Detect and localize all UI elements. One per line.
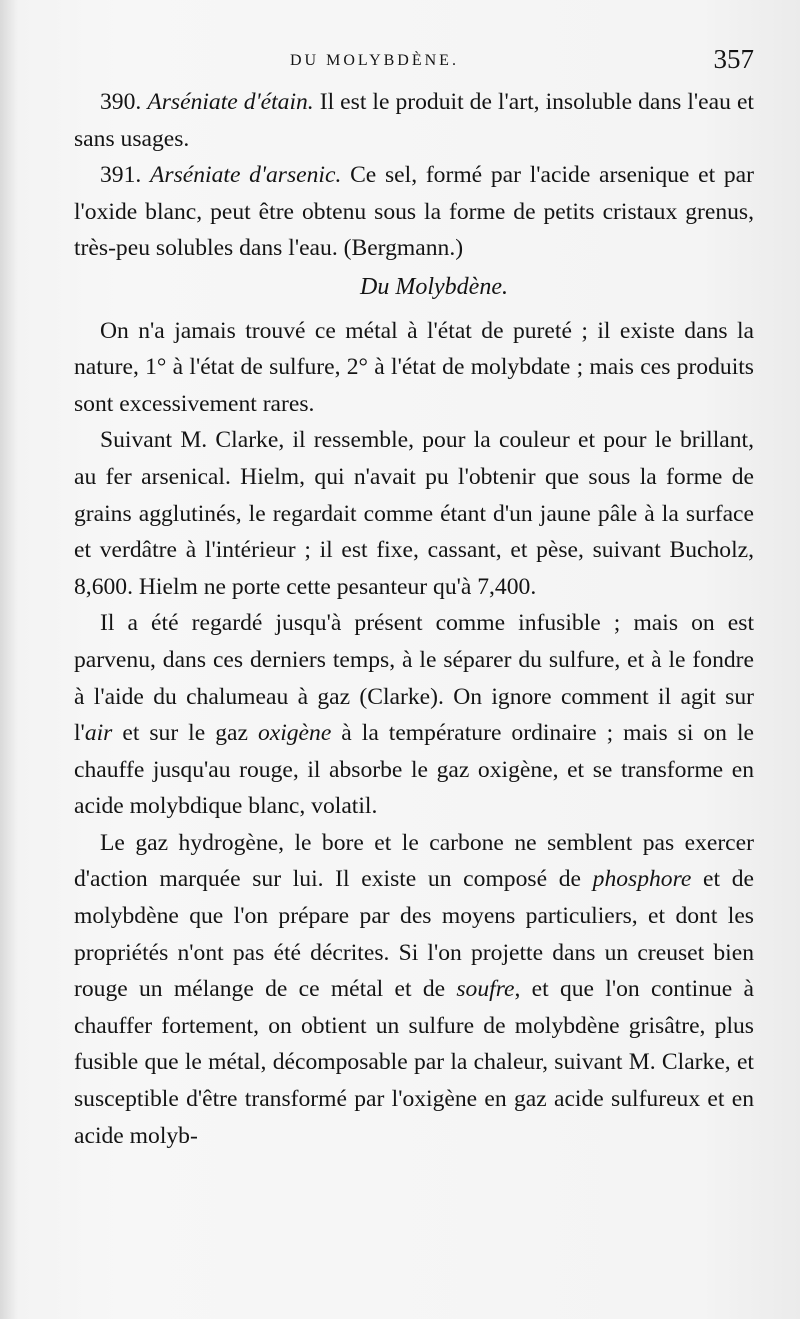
entry-391-number: 391. [100, 162, 142, 189]
entry-391 [74, 157, 754, 267]
entry-391-text: Ce sel, formé par l'acide arsenique et par l'oxide blanc, peut être obtenu sous la forme de petits cristaux grenus, très-peu solubles dans l'eau. (Bergmann.) [74, 162, 754, 262]
paragraph-1: On n'a jamais trouvé ce métal à l'état de pureté ; il existe dans la nature, 1° à l'état de sulfure, 2° à l'état de molybdate ; mais ces produits sont excessivement rares. [74, 317, 754, 417]
oxigene-term: oxigène [257, 720, 332, 747]
paragraph-4 [74, 825, 754, 1154]
paragraph-3-part-3: à la température ordinaire ; mais si on le chauffe jusqu'au rouge, il absorbe le gaz oxigène, et se transforme en acide molybdique blanc, volatil. [74, 720, 754, 820]
page-body [74, 84, 754, 1154]
entry-391-title: Arséniate d'arsenic. [150, 162, 342, 189]
paragraph-4-part-3: , et que l'on continue à chauffer fortement, on obtient un sulfure de molybdène grisâtre, plus fusible que le métal, décomposable par la chaleur, suivant M. Clarke, et susceptible d'être transformé par l'oxigène en gaz acide sulfureux et en acide molyb- [74, 976, 754, 1149]
running-head [74, 44, 754, 84]
running-title: DU MOLYBDÈNE. [290, 52, 459, 69]
entry-390-number: 390. [100, 89, 142, 115]
paragraph-3-part-1: Il a été regardé jusqu'à présent comme infusible ; mais on est parvenu, dans ces derniers temps, à le séparer du sulfure, et à le fondre à l'aide du chalumeau à gaz (Clarke). On ignore comment il agit sur l' [74, 610, 754, 747]
section-heading: Du Molybdène. [360, 273, 508, 300]
paragraph-4-part-2: et de molybdène que l'on prépare par des moyens particuliers, et dont les propriétés n'ont pas été décrites. Si l'on projette dans un creuset bien rouge un mélange de ce métal et de [74, 866, 754, 1003]
paragraph-4-part-1: Le gaz hydrogène, le bore et le carbone ne semblent pas exercer d'action marquée sur lui. Il existe un composé de [74, 829, 754, 893]
entry-390-title: Arséniate d'étain. [147, 89, 314, 115]
paragraph-3-part-2: et sur le gaz [112, 720, 258, 747]
soufre-term: soufre [456, 976, 515, 1003]
paragraph-3 [74, 605, 754, 825]
air-term: air [84, 720, 113, 747]
phosphore-term: phosphore [592, 866, 692, 893]
paragraph-2: Suivant M. Clarke, il ressemble, pour la couleur et pour le brillant, au fer arsenical. Hielm, qui n'avait pu l'obtenir que sous la forme de grains agglutinés, le regardait comme étant d'un jaune pâle à la surface et verdâtre à l'intérieur ; il est fixe, cassant, et pèse, suivant Bucholz, 8,600. Hielm ne porte cette pesanteur qu'à 7,400. [74, 427, 754, 600]
entry-390 [74, 84, 754, 157]
entry-390-text: Il est le produit de l'art, insoluble dans l'eau et sans usages. [74, 89, 754, 152]
page-number: 357 [713, 44, 754, 74]
